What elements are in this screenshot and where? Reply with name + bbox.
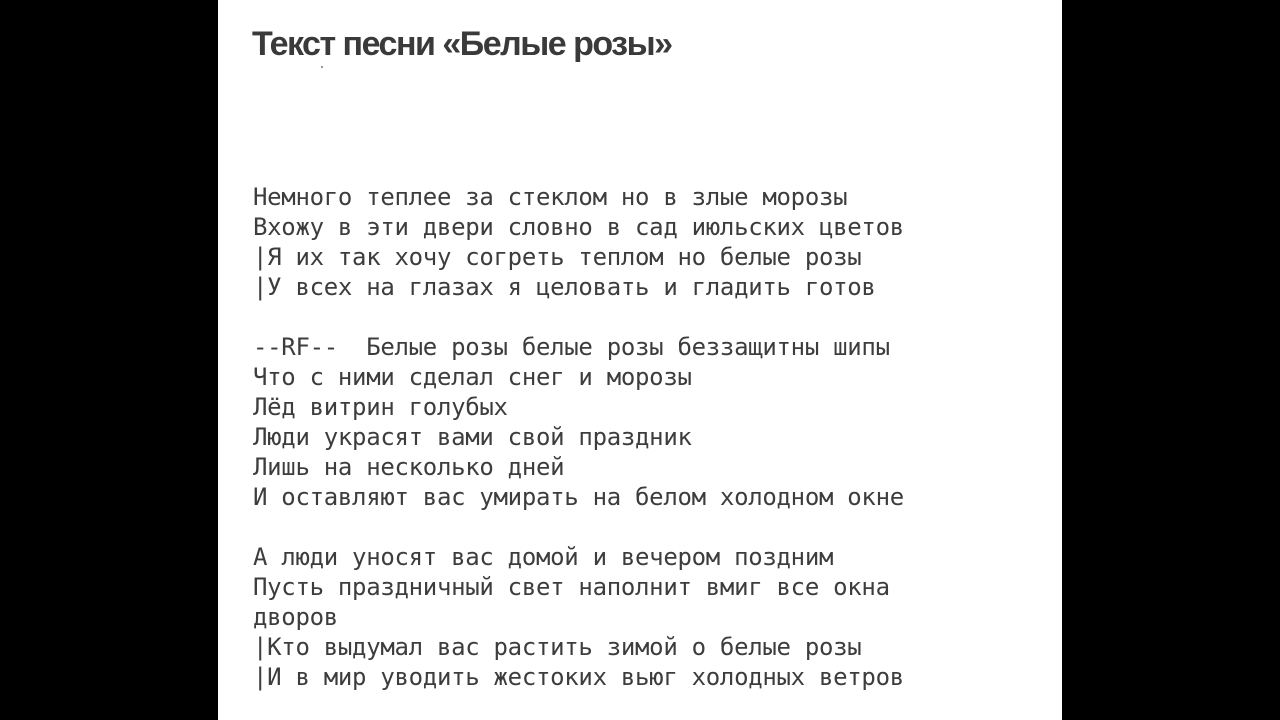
lyrics-line: Что с ними сделал снег и морозы — [253, 363, 692, 391]
lyrics-line: |Кто выдумал вас растить зимой о белые розы — [253, 633, 862, 661]
lyrics-line: Лёд витрин голубых — [253, 393, 508, 421]
lyrics-line: И оставляют вас умирать на белом холодном окне — [253, 483, 904, 511]
stanza-break — [253, 302, 1043, 332]
stanza-break — [253, 512, 1043, 542]
lyrics-line: дворов — [253, 603, 338, 631]
lyrics-line: |И в мир уводить жестоких вьюг холодных ветров — [253, 663, 904, 691]
lyrics-line: Лишь на несколько дней — [253, 453, 565, 481]
document-page — [218, 0, 1062, 720]
page-title: Текст песни «Белые розы» — [252, 25, 672, 63]
lyrics-line: |Я их так хочу согреть теплом но белые розы — [253, 243, 862, 271]
lyrics-line: Вхожу в эти двери словно в сад июльских цветов — [253, 213, 904, 241]
lyrics-body — [253, 182, 1043, 692]
decorative-dot — [321, 66, 323, 68]
lyrics-line: |У всех на глазах я целовать и гладить готов — [253, 273, 876, 301]
lyrics-line: Немного теплее за стеклом но в злые морозы — [253, 183, 848, 211]
lyrics-line: Люди украсят вами свой праздник — [253, 423, 692, 451]
lyrics-line: А люди уносят вас домой и вечером поздним — [253, 543, 834, 571]
lyrics-line: --RF-- Белые розы белые розы беззащитны шипы — [253, 333, 890, 361]
lyrics-line: Пусть праздничный свет наполнит вмиг все окна — [253, 573, 890, 601]
